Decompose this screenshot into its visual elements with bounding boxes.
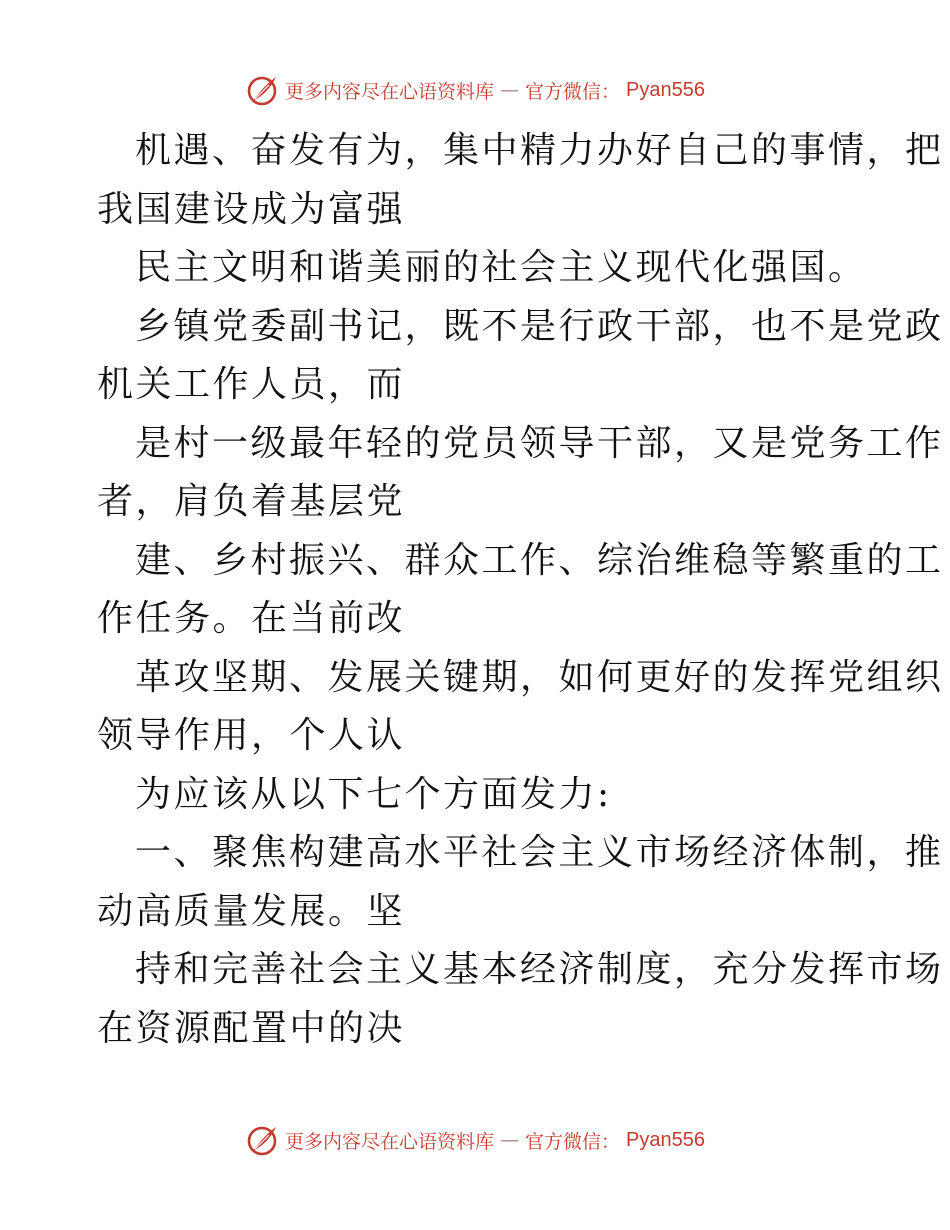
body-line: 是村一级最年轻的党员领导干部，又是党务工作	[135, 422, 944, 464]
body-line: 乡镇党委副书记，既不是行政干部，也不是党政	[135, 305, 944, 347]
body-line: 建、乡村振兴、群众工作、综治维稳等繁重的工	[135, 539, 944, 581]
body-line: 领导作用，个人认	[97, 715, 406, 756]
feather-pen-circle-icon	[245, 73, 279, 107]
footer-wechat-label: 官方微信：	[525, 1130, 621, 1153]
feather-pen-circle-icon	[245, 1123, 279, 1157]
header-banner-separator: —	[500, 79, 520, 101]
body-line: 者，肩负着基层党	[97, 481, 406, 522]
header-watermark-banner	[0, 70, 950, 110]
header-banner-text: 更多内容尽在心语资料库	[285, 80, 495, 103]
body-line: 机关工作人员，而	[97, 364, 406, 405]
header-wechat-label: 官方微信：	[525, 80, 621, 103]
footer-wechat-id: Pyan556	[626, 1128, 705, 1151]
body-line: 我国建设成为富强	[97, 188, 406, 230]
body-line: 革攻坚期、发展关键期，如何更好的发挥党组织	[135, 656, 944, 698]
body-line: 持和完善社会主义基本经济制度，充分发挥市场	[135, 949, 944, 990]
body-line: 机遇、奋发有为，集中精力办好自己的事情，把	[135, 130, 944, 171]
body-line: 民主文明和谐美丽的社会主义现代化强国。	[135, 247, 867, 288]
document-body	[97, 122, 944, 1058]
body-line: 一、聚焦构建高水平社会主义市场经济体制，推	[135, 832, 944, 873]
footer-banner-text: 更多内容尽在心语资料库	[285, 1130, 495, 1153]
footer-watermark-banner	[0, 1120, 950, 1160]
body-line: 为应该从以下七个方面发力:	[135, 773, 612, 815]
footer-banner-separator: —	[500, 1129, 520, 1151]
body-line: 动高质量发展。坚	[97, 890, 406, 932]
header-wechat-id: Pyan556	[626, 78, 705, 101]
body-line: 作任务。在当前改	[97, 598, 406, 639]
body-line: 在资源配置中的决	[97, 1007, 406, 1049]
